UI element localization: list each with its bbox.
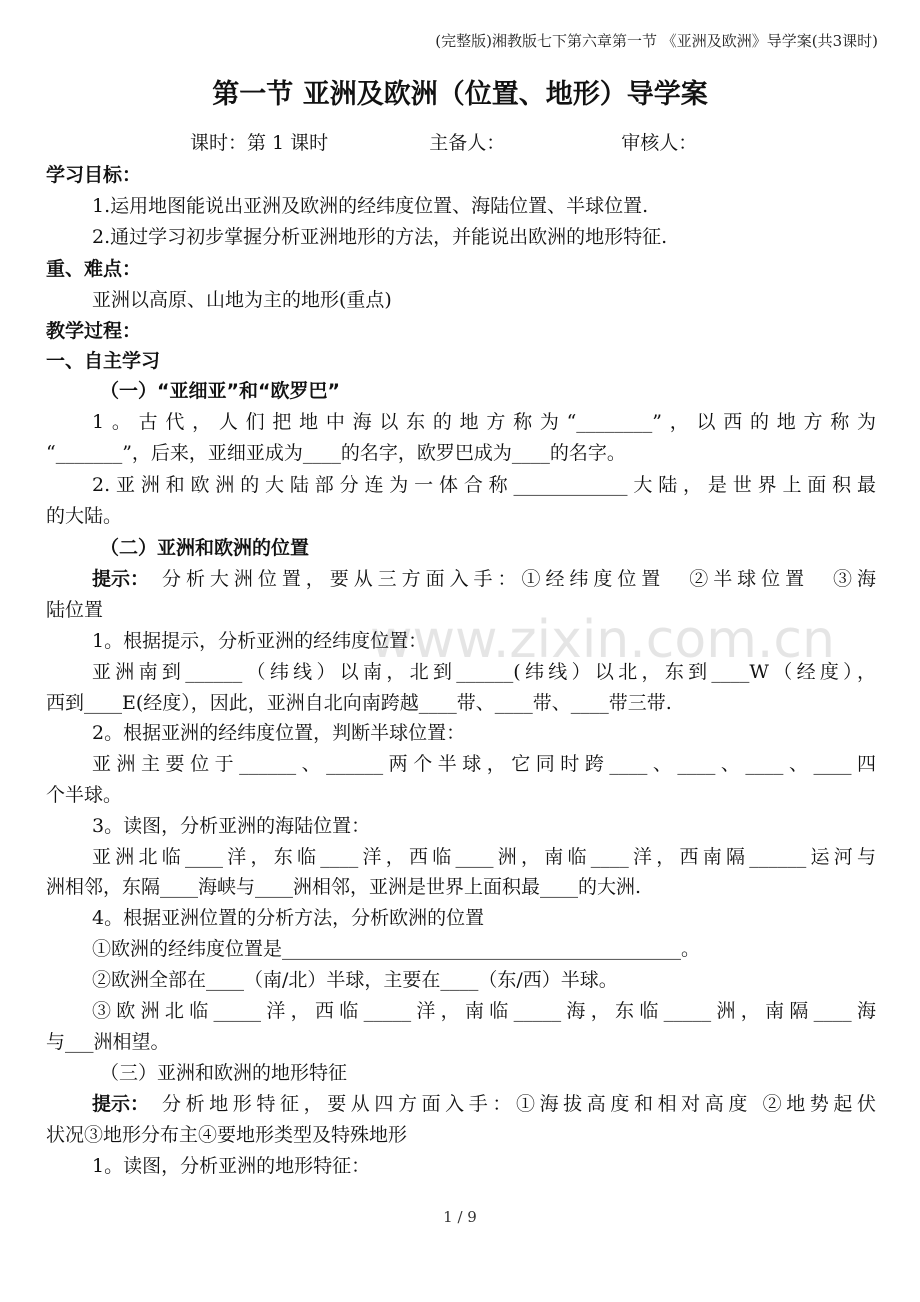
hint-label: 提示：	[92, 1093, 150, 1115]
text-line: ③欧洲北临_____洋，西临_____洋，南临_____海，东临_____洲，南隔____海	[92, 1000, 876, 1022]
text-line: 2。根据亚洲的经纬度位置，判断半球位置：	[92, 722, 466, 744]
text-line: 4。根据亚洲位置的分析方法，分析欧洲的位置	[92, 907, 485, 929]
text-line: 洲相邻，东隔____海峡与____洲相邻，亚洲是世界上面积最____的大洲.	[46, 876, 642, 898]
section-heading: 一、自主学习	[46, 350, 161, 372]
text-line: 1。古代，人们把地中海以东的地方称为“________”，以西的地方称为	[92, 411, 876, 433]
text-line: 1。读图，分析亚洲的地形特征：	[92, 1155, 371, 1177]
reviewer: 审核人：	[621, 132, 698, 154]
period: 课时：第 1 课时	[190, 132, 329, 154]
section-heading: 学习目标：	[46, 164, 142, 186]
page-header: (完整版)湘教版七下第六章第一节 《亚洲及欧洲》导学案(共3课时)	[435, 32, 878, 50]
preparer: 主备人：	[429, 132, 506, 154]
text-line: “_______”，后来，亚细亚成为____的名字，欧罗巴成为____的名字。	[46, 442, 626, 464]
text-line: 亚洲主要位于______、______两个半球，它同时跨____、____、____、____四	[92, 753, 876, 775]
page-number: 1 / 9	[443, 1208, 477, 1226]
text-line: 西到____E(经度），因此，亚洲自北向南跨越____带、____带、____带三带.	[46, 692, 672, 714]
text-line: 亚洲北临____洋，东临____洋，西临____洲，南临____洋，西南隔______运河与	[92, 846, 876, 868]
text-line: 亚洲以高原、山地为主的地形(重点)	[92, 289, 392, 311]
text-line: 状况③地形分布主④要地形类型及特殊地形	[46, 1124, 408, 1146]
text-line: 1.运用地图能说出亚洲及欧洲的经纬度位置、海陆位置、半球位置.	[92, 195, 649, 217]
subsection-heading: （三）亚洲和欧洲的地形特征	[100, 1062, 348, 1084]
text-line: 的大陆。	[46, 505, 123, 527]
section-heading: 教学过程：	[46, 320, 142, 342]
text-line: 陆位置	[46, 599, 104, 621]
text-line: ②欧洲全部在____（南/北）半球，主要在____（东/西）半球。	[92, 969, 618, 991]
text-line: 分析大洲位置，要从三方面入手：①经纬度位置 ②半球位置 ③海	[162, 568, 876, 590]
text-line: 分析地形特征，要从四方面入手：①海拔高度和相对高度 ②地势起伏	[162, 1093, 876, 1115]
text-line: 亚洲南到______（纬线）以南，北到______(纬线）以北，东到____W（经度），	[92, 661, 876, 683]
watermark: www.zixin.com.cn	[370, 610, 835, 670]
section-heading: 重、难点：	[46, 258, 142, 280]
text-line: 1。根据提示，分析亚洲的经纬度位置：	[92, 630, 428, 652]
text-line: 与___洲相望。	[46, 1031, 170, 1053]
subsection-heading: （二）亚洲和欧洲的位置	[100, 537, 310, 559]
text-line: ①欧洲的经纬度位置是__________________________________________。	[92, 938, 701, 960]
text-line: 2.通过学习初步掌握分析亚洲地形的方法，并能说出欧洲的地形特征.	[92, 226, 668, 248]
text-line: 2.亚洲和欧洲的大陆部分连为一体合称____________大陆，是世界上面积最	[92, 474, 876, 496]
page-title: 第一节 亚洲及欧洲（位置、地形）导学案	[212, 79, 708, 110]
hint-label: 提示：	[92, 568, 150, 590]
subsection-heading: （一）“亚细亚”和“欧罗巴”	[100, 380, 340, 402]
text-line: 3。读图，分析亚洲的海陆位置：	[92, 815, 371, 837]
text-line: 个半球。	[46, 784, 123, 806]
meta-line	[190, 128, 697, 155]
